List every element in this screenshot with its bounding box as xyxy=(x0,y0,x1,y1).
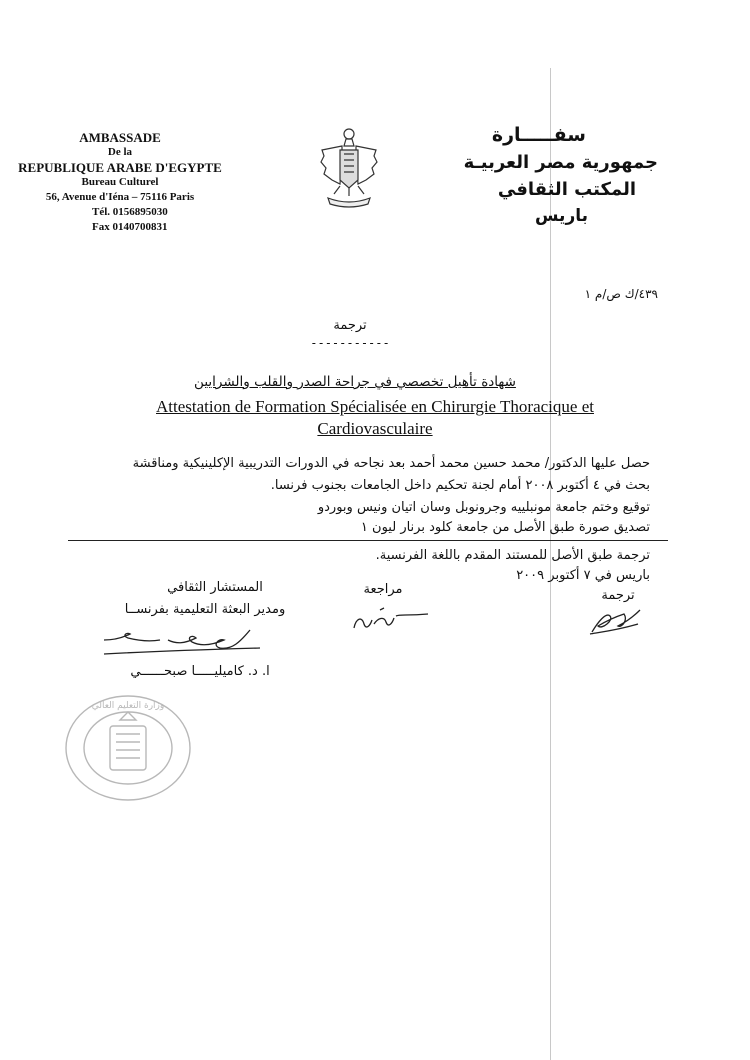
letterhead-fr-phone: Tél. 0156895030 xyxy=(92,206,168,218)
letterhead-fr-line4: Bureau Culturel xyxy=(81,176,159,188)
letterhead-ar-line3: المكتب الثقافي xyxy=(497,179,636,200)
letterhead-fr-line1: AMBASSADE xyxy=(79,130,161,145)
review-signature-label: مراجعة xyxy=(363,582,403,597)
body-paragraph-1-line-1: حصل عليها الدكتور/ محمد حسين محمد أحمد بعد نجاحه في الدورات التدريبية الإكلينيكية ومناقشة xyxy=(132,456,650,471)
body-paragraph-3: تصديق صورة طبق الأصل من جامعة كلود برنار ليون ١ xyxy=(360,520,650,535)
reviewer-signature xyxy=(350,604,430,636)
reference-number: ٤٣٩/ك ص/م ١ xyxy=(584,287,658,301)
letterhead-fr-line3: REPUBLIQUE ARABE D'EGYPTE xyxy=(18,160,222,175)
eagle-emblem-icon xyxy=(318,124,380,208)
heading-separator: ----------- xyxy=(310,336,390,350)
letterhead-ar-line2: جمهورية مصر العربيـة xyxy=(463,152,658,173)
letterhead-ar-line4: باريس xyxy=(535,206,588,226)
title-french: Attestation de Formation Spécialisée en Chirurgie Thoracique et Cardiovasculaire xyxy=(156,397,594,438)
letterhead-french xyxy=(0,130,240,235)
letterhead-fr-line5: 56, Avenue d'Iéna – 75116 Paris xyxy=(45,191,195,203)
letterhead-arabic xyxy=(464,122,658,230)
title-arabic: شهادة تأهيل تخصصي في جراحة الصدر والقلب والشرايين xyxy=(194,374,516,390)
official-stamp xyxy=(58,690,198,810)
divider-line xyxy=(68,540,668,541)
letterhead-ar-line1: سفـــــارة xyxy=(491,124,586,146)
translator-signature xyxy=(588,602,644,638)
body-paragraph-1-line-2: بحث في ٤ أكتوبر ٢٠٠٨ أمام لجنة تحكيم داخل الجامعات بجنوب فرنسا. xyxy=(270,478,650,493)
counselor-title-line-2: ومدير البعثة التعليمية بفرنســا xyxy=(124,602,286,617)
counselor-name: ا. د. كاميليـــــا صبحــــــي xyxy=(130,664,270,679)
translation-signature-label: ترجمة xyxy=(601,588,635,603)
counselor-title-line-1: المستشار الثقافي xyxy=(167,580,263,595)
counselor-signature xyxy=(100,624,270,660)
letterhead-fr-line2: De la xyxy=(107,146,133,158)
letterhead-fr-fax: Fax 0140700831 xyxy=(92,221,168,233)
body-paragraph-4: ترجمة طبق الأصل للمستند المقدم باللغة الفرنسية. xyxy=(375,548,650,563)
translation-heading: ترجمة xyxy=(333,318,367,333)
body-paragraph-2: توقيع وختم جامعة مونبلييه وجرونوبل وسان اتيان ونيس وبوردو xyxy=(317,500,650,515)
date-line: باريس في ٧ أكتوبر ٢٠٠٩ xyxy=(516,568,650,583)
stamp-text: وزارة التعليم العالي xyxy=(91,701,165,711)
